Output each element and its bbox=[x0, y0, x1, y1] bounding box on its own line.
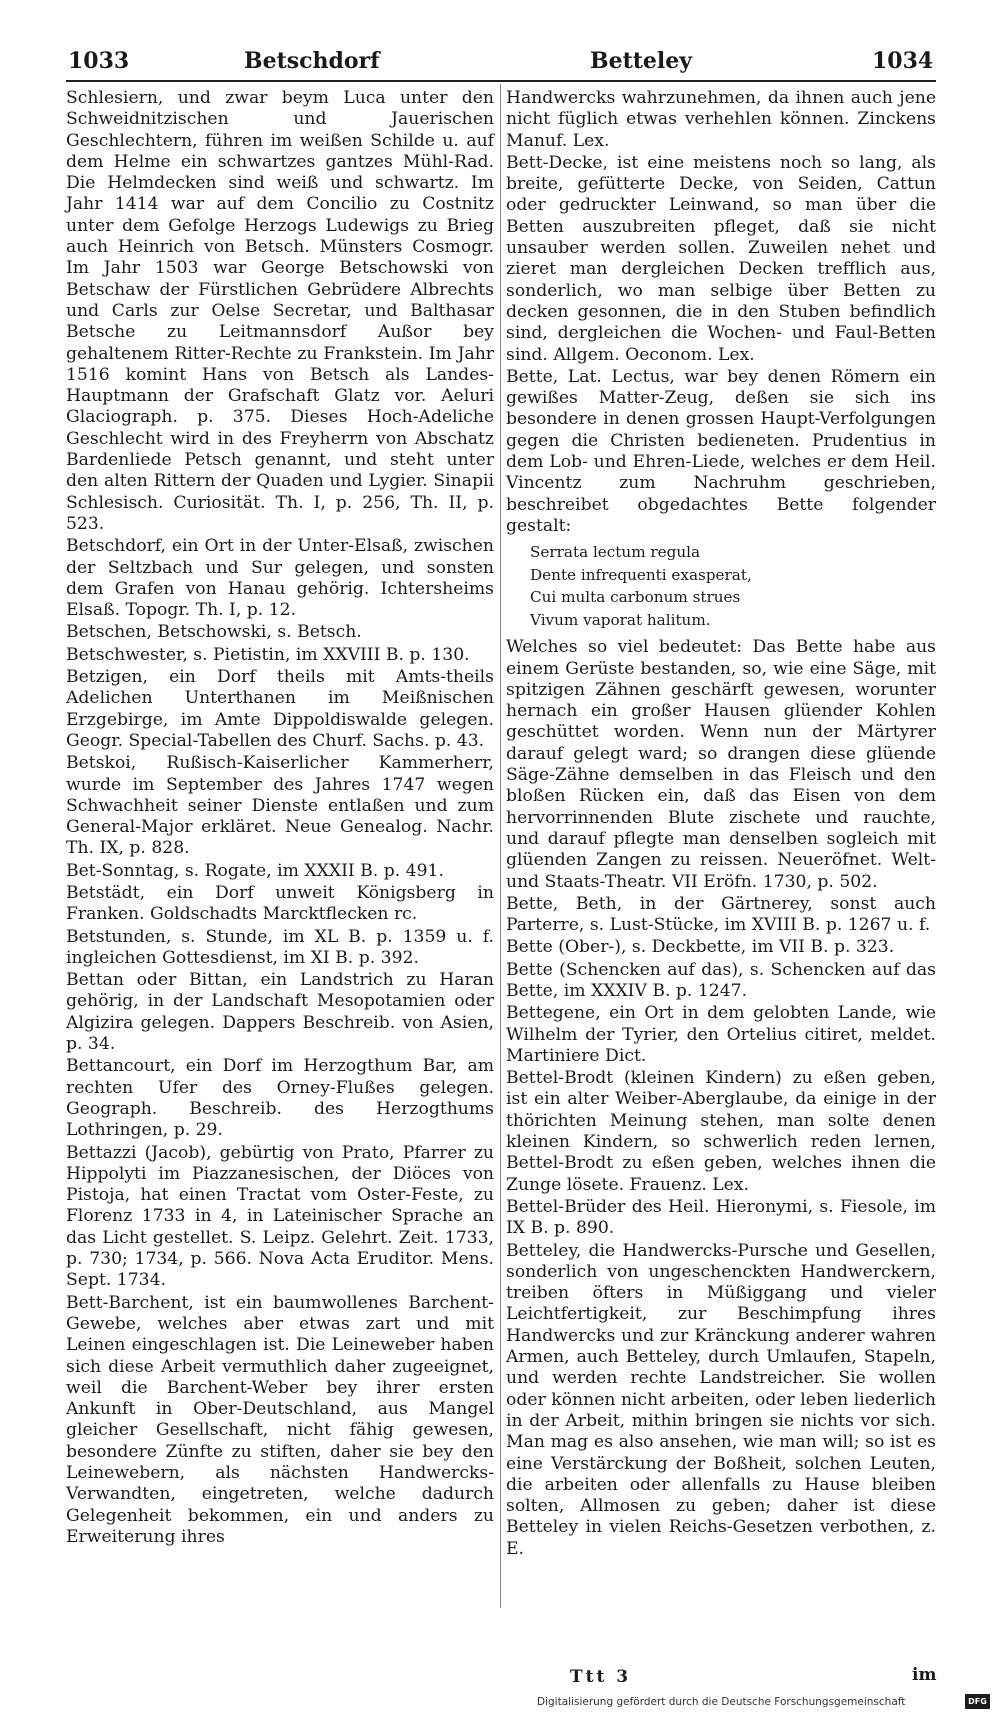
entry-betschwester: Betschwester, s. Pietistin, im XXVIII B. p. 130. bbox=[66, 644, 470, 665]
header-rule bbox=[66, 80, 936, 82]
catchword: im bbox=[912, 1665, 937, 1685]
entry-bette-ober: Bette (Ober-), s. Deckbette, im VII B. p. 323. bbox=[506, 937, 895, 958]
column-divider bbox=[500, 84, 501, 1608]
entry-bett-decke: Bett-Decke, ist eine meistens noch so lang, als breite, gefütterte Decke, von Seiden, Cattun oder gedruckter Leinwand, so man über die Betten auszubreiten pfleget, daß sie nicht unsauber werden sollen. Zuweilen nehet und zieret man dergleichen Decken trefflich aus, sonderlich, wo man selbige über Betten zu decken gesonnen, die in den Stuben befindlich sind, dergleichen die Wochen- und Faul-Betten sind. Allgem. Oeconom. Lex. bbox=[506, 152, 936, 365]
left-column bbox=[66, 88, 494, 1548]
entry-betstunden: Betstunden, s. Stunde, im XL B. p. 1359 u. f. ingleichen Gottesdienst, im XI B. p. 392. bbox=[66, 926, 494, 968]
right-column bbox=[506, 88, 936, 1560]
entry-bett-barchent-continued: Handwercks wahrzunehmen, da ihnen auch jene nicht füglich etwas verhehlen können. Zinckens Manuf. Lex. bbox=[506, 88, 936, 151]
right-running-head: Betteley bbox=[590, 48, 693, 74]
entry-bettancourt: Bettancourt, ein Dorf im Herzogthum Bar, am rechten Ufer des Orney-Flußes gelegen. Geograph. Beschreib. des Herzogthums Lothringen, p. 29. bbox=[66, 1056, 494, 1141]
digitization-credit: Digitalisierung gefördert durch die Deutsche Forschungsgemeinschaft bbox=[537, 1696, 906, 1708]
entry-bettel-brueder: Bettel-Brüder des Heil. Hieronymi, s. Fiesole, im IX B. p. 890. bbox=[506, 1196, 936, 1239]
entry-betsch-continued: Schlesiern, und zwar beym Luca unter den Schweidnitzischen und Jauerischen Geschlechtern, führen im weißen Schilde u. auf dem Helme ein schwartzes gantzes Mühl-Rad. Die Helmdecken sind weiß und schwartz. Im Jahr 1414 war auf dem Concilio zu Costnitz unter dem Gefolge Herzogs Ludewigs zu Brieg auch Heinrich von Betsch. Münsters Cosmogr. Im Jahr 1503 war George Betschowski von Betschaw der Fürstlichen Gebrüdere Albrechts und Carls zur Oelse Secretar, und Balthasar Betsche zu Leitmannsdorf Außor bey gehaltenem Ritter-Rechte zu Frankstein. Im Jahr 1516 komint Hans von Betsch als Landes-Hauptmann der Grafschaft Glatz vor. Aeluri Glaciograph. p. 375. Dieses Hoch-Adeliche Geschlecht wird in des Freyherrn von Abschatz Bardenliede Petsch genannt, und steht unter den alten Rittern der Quaden und Lygier. Sinapii Schlesisch. Curiosität. Th. I, p. 256, Th. II, p. 523. bbox=[66, 88, 494, 534]
entry-bet-sonntag: Bet-Sonntag, s. Rogate, im XXXII B. p. 491. bbox=[66, 860, 444, 881]
verse-line: Vivum vaporat halitum. bbox=[530, 610, 711, 629]
signature-mark: Ttt 3 bbox=[570, 1667, 632, 1687]
latin-verse bbox=[530, 541, 936, 631]
verse-line: Cui multa carbonum strues bbox=[530, 588, 741, 607]
verse-line: Serrata lectum regula bbox=[530, 543, 701, 562]
entry-betteley: Betteley, die Handwercks-Pursche und Gesellen, sonderlich von ungeschenckten Handwerckern, treiben öfters in Müßiggang und vieler Leichtfertigkeit, zur Beschimpfung ihres Handwercks und zur Kränckung anderer wahren Armen, auch Betteley, durch Umlaufen, Stapeln, und werden rechte Landstreicher. Sie wollen oder können nicht arbeiten, oder leben liederlich in der Arbeit, mithin bringen sie nichts vor sich. Man mag es also ansehen, wie man will; so ist es eine Verstärckung der Boßheit, solchen Leuten, die arbeiten oder allenfalls zu Hause bleiben solten, Allmosen zu geben; daher ist diese Betteley in vielen Reichs-Gesetzen verbothen, z. E. bbox=[506, 1240, 936, 1559]
entry-betschen: Betschen, Betschowski, s. Betsch. bbox=[66, 622, 362, 643]
entry-bett-barchent: Bett-Barchent, ist ein baumwollenes Barchent-Gewebe, welches aber etwas zart und mit Leinen eingeschlagen ist. Die Leineweber haben sich diese Arbeit vermuthlich daher zugeeignet, weil die Barchent-Weber bey ihrer ersten Ankunft in Ober-Deutschland, aus Mangel gleicher Gesellschaft, nicht fähig gewesen, besondere Zünfte zu stiften, daher sie bey den Leinewebern, als nächsten Handwercks-Verwandten, eingetreten, welche dadurch Gelegenheit bekommen, ein und anders zu Erweiterung ihres bbox=[66, 1292, 494, 1547]
entry-bettel-brodt: Bettel-Brodt (kleinen Kindern) zu eßen geben, ist ein alter Weiber-Aberglaube, da einige in der thörichten Meinung stehen, man solte denen kleinen Kindern, so schwerlich reden lernen, Bettel-Brodt zu eßen geben, welches ihnen die Zunge lösete. Frauenz. Lex. bbox=[506, 1068, 936, 1195]
entry-betzigen: Betzigen, ein Dorf theils mit Amts-theils Adelichen Unterthanen im Meißnischen Erzgebirge, im Amte Dippoldiswalde gelegen. Geogr. Special-Tabellen des Churf. Sachs. p. 43. bbox=[66, 667, 494, 751]
left-running-head: Betschdorf bbox=[244, 48, 380, 74]
entry-bettazzi: Bettazzi (Jacob), gebürtig von Prato, Pfarrer zu Hippolyti im Piazzanesischen, der Diöces von Pistoja, hat einen Tractat vom Oster-Feste, zu Florenz 1733 in 4, in Lateinischer Sprache an das Licht gestellet. S. Leipz. Gelehrt. Zeit. 1733, p. 730; 1734, p. 566. Nova Acta Eruditor. Mens. Sept. 1734. bbox=[66, 1142, 494, 1291]
entry-bette-beth: Bette, Beth, in der Gärtnerey, sonst auch Parterre, s. Lust-Stücke, im XVIII B. p. 1267 u. f. bbox=[506, 893, 936, 936]
entry-betskoi: Betskoi, Rußisch-Kaiserlicher Kammerherr, wurde im September des Jahres 1747 wegen Schwachheit seiner Dienste entlaßen und zum General-Major erkläret. Neue Genealog. Nachr. Th. IX, p. 828. bbox=[66, 753, 494, 859]
entry-bettegene: Bettegene, ein Ort in dem gelobten Lande, wie Wilhelm der Tyrier, den Ortelius citiret, meldet. Martiniere Dict. bbox=[506, 1003, 936, 1066]
entry-betstaedt: Betstädt, ein Dorf unweit Königsberg in Franken. Goldschadts Marcktflecken rc. bbox=[66, 882, 494, 925]
dfg-logo-icon: DFG bbox=[965, 1694, 990, 1709]
left-page-number: 1033 bbox=[68, 48, 130, 74]
entry-bette-lectus: Bette, Lat. Lectus, war bey denen Römern ein gewißes Matter-Zeug, deßen sie sich ins besondere in denen grossen Haupt-Verfolgungen gegen die Christen bedieneten. Prudentius in dem Lob- und Ehren-Liede, welches er dem Heil. Vincentz zum Nachruhm geschrieben, beschreibet obgedachtes Bette folgender gestalt: bbox=[506, 366, 936, 536]
verse-line: Dente infrequenti exasperat, bbox=[530, 565, 752, 584]
entry-betschdorf: Betschdorf, ein Ort in der Unter-Elsaß, zwischen der Seltzbach und Sur gelegen, und sonsten dem Grafen von Hanau gehörig. Ichtersheims Elsaß. Topogr. Th. I, p. 12. bbox=[66, 536, 494, 621]
entry-bettan: Bettan oder Bittan, ein Landstrich zu Haran gehörig, in der Landschaft Mesopotamien oder Algizira gelegen. Dappers Beschreib. von Asien, p. 34. bbox=[66, 970, 494, 1055]
entry-bette-translation: Welches so viel bedeutet: Das Bette habe aus einem Gerüste bestanden, so, wie eine Säge, mit spitzigen Zähnen geschärft gewesen, worunter hernach ein großer Hausen glüender Kohlen geschüttet worden. Wenn nun der Märtyrer darauf gelegt ward; so drangen diese glüende Säge-Zähne demselben in das Fleisch und den bloßen Rücken ein, daß das Eisen von dem hervorrinnenden Blute zischete und rauchte, und darauf pflegte man denselben sogleich mit glüenden Zangen zu reissen. Neueröfnet. Welt- und Staats-Theatr. VII Eröfn. 1730, p. 502. bbox=[506, 637, 936, 892]
entry-bette-schencken: Bette (Schencken auf das), s. Schencken auf das Bette, im XXXIV B. p. 1247. bbox=[506, 959, 936, 1001]
right-page-number: 1034 bbox=[872, 48, 934, 74]
